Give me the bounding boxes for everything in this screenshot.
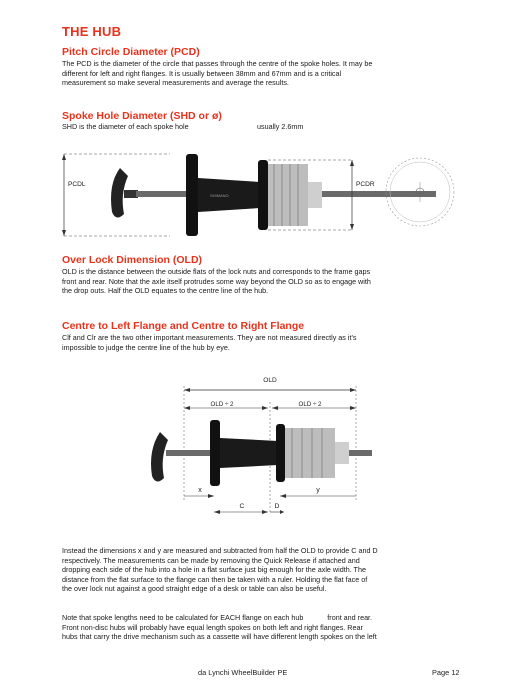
shd-text: SHD is the diameter of each spoke hole xyxy=(62,122,189,131)
old-label: OLD xyxy=(263,377,277,384)
note-line-1: Note that spoke lengths need to be calculated for EACH flange on each hub front and rear. xyxy=(62,613,373,622)
hub-body xyxy=(198,178,260,212)
page-title: THE HUB xyxy=(62,24,122,39)
xy-line-1: Instead the dimensions x and y are measured and subtracted from half the OLD to provide C and D xyxy=(62,546,378,555)
xy-paragraph xyxy=(62,546,470,594)
pcd-heading: Pitch Circle Diameter (PCD) xyxy=(62,46,200,58)
flange-line-2: impossible to judge the centre line of the hub by eye. xyxy=(62,342,230,352)
y-label: y xyxy=(316,487,320,494)
hub-body-2 xyxy=(220,438,278,468)
xy-line-5: the over lock nut against a good straight edge of a desk or table can also be useful. xyxy=(62,584,327,594)
footer-page-number: Page 12 xyxy=(432,668,460,677)
old-line-3: the drop outs. Half the OLD equates to the centre line of the hub. xyxy=(62,286,269,296)
xy-line-2: respectively. The measurements can be made by removing the Quick Release if attached and xyxy=(62,555,360,565)
old-half-right-label: OLD ÷ 2 xyxy=(298,401,322,408)
pcdl-label: PCDL xyxy=(68,181,86,188)
right-flange-2 xyxy=(276,424,285,482)
x-label: x xyxy=(198,487,202,494)
pcd-line-1: The PCD is the diameter of the circle that passes through the centre of the spoke holes. It may be xyxy=(62,59,373,68)
flange-heading: Centre to Left Flange and Centre to Right Flange xyxy=(62,320,305,332)
note-paragraph xyxy=(62,613,470,642)
hub-pcd-diagram xyxy=(60,140,470,245)
note-line-3: hubs that carry the drive mechanism such as a cassette will have different length spokes on the left xyxy=(62,632,377,642)
shd-value: usually 2.6mm xyxy=(257,122,304,131)
right-flange xyxy=(258,160,268,230)
d-label: D xyxy=(274,503,280,510)
old-half-left-label: OLD ÷ 2 xyxy=(210,401,234,408)
pcd-line-2: different for left and right flanges. It is usually between 38mm and 67mm and is a critical xyxy=(62,68,342,78)
quick-release-lever xyxy=(111,168,138,218)
xy-line-3: dropping each side of the hub into a hole in a flat surface just big enough for the axle width. The xyxy=(62,565,366,575)
old-paragraph xyxy=(62,267,470,296)
flange-line-1: Clf and Clr are the two other important measurements. They are not measured directly as it's xyxy=(62,333,357,342)
shd-heading: Spoke Hole Diameter (SHD or ø) xyxy=(62,110,222,122)
cassette-body xyxy=(268,164,322,226)
note-line-2: Front non-disc hubs will probably have equal length spokes on both left and right flanges. Rear xyxy=(62,622,363,632)
flange-paragraph xyxy=(62,333,470,352)
pcdr-label: PCDR xyxy=(356,181,375,188)
svg-text:SHIMANO: SHIMANO xyxy=(210,193,229,198)
pcd-paragraph xyxy=(62,59,470,88)
quick-release-lever-2 xyxy=(151,432,168,482)
old-heading: Over Lock Dimension (OLD) xyxy=(62,254,203,266)
pcd-line-3: measurement so make several measurements and average the results. xyxy=(62,78,289,88)
old-line-2: front and rear. Note that the axle itself protrudes some way beyond the OLD so as to engage with xyxy=(62,276,371,286)
old-line-1: OLD is the distance between the outside flats of the lock nuts and corresponds to the frame gaps xyxy=(62,267,371,276)
left-flange xyxy=(186,154,198,236)
xy-line-4: distance from the flat surface to the flange can then be taken with a ruler. Holding the flat face of xyxy=(62,574,368,584)
hub-old-diagram xyxy=(140,372,400,522)
c-label: C xyxy=(239,503,245,510)
footer-brand: da Lynchi WheelBuilder PE xyxy=(198,668,288,677)
left-flange-2 xyxy=(210,420,220,486)
